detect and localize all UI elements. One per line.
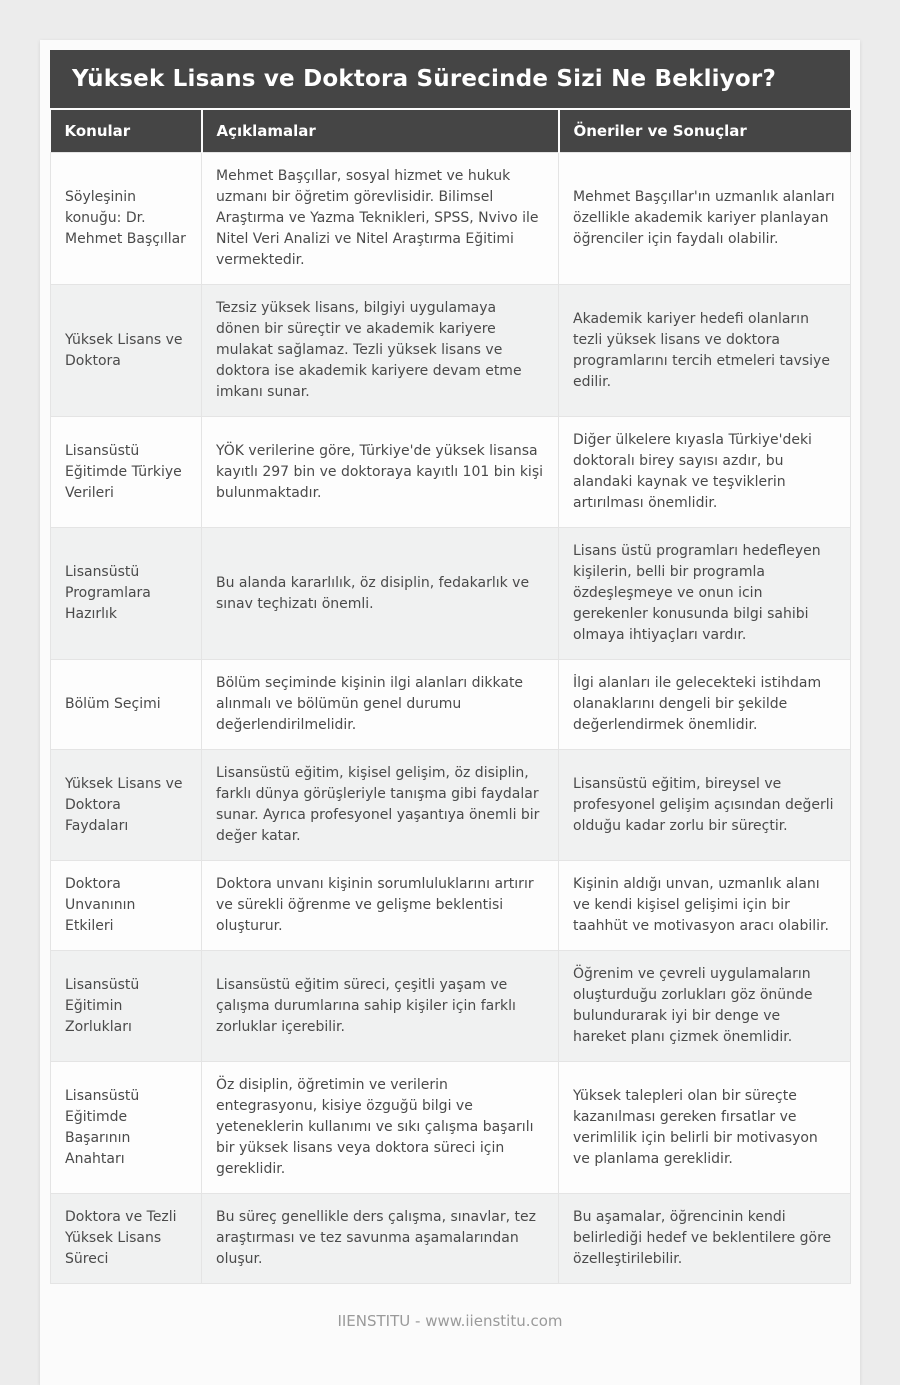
- description-cell: Öz disiplin, öğretimin ve verilerin entegrasyonu, kisiye özguğü bilgi ve yeteneklerin kullanımı ve sıkı çalışma başarılı bir yüksek lisans veya doktora süreci için gereklidir.: [202, 1062, 559, 1194]
- description-cell: Lisansüstü eğitim, kişisel gelişim, öz disiplin, farklı dünya görüşleriyle tanışma gibi faydalar sunar. Ayrıca profesyonel yaşantıya önemli bir değer katar.: [202, 750, 559, 861]
- column-header-topics: Konular: [51, 110, 202, 153]
- table-body: [51, 153, 851, 1284]
- suggestion-cell: İlgi alanları ile gelecekteki istihdam olanaklarını dengeli bir şekilde değerlendirmek önemlidir.: [559, 660, 851, 750]
- table-header-row: [51, 110, 851, 153]
- table-row: [51, 528, 851, 660]
- info-table: [50, 110, 851, 1284]
- description-cell: YÖK verilerine göre, Türkiye'de yüksek lisansa kayıtlı 297 bin ve doktoraya kayıtlı 101 bin kişi bulunmaktadır.: [202, 417, 559, 528]
- description-cell: Mehmet Başçıllar, sosyal hizmet ve hukuk uzmanı bir öğretim görevlisidir. Bilimsel Araştırma ve Yazma Teknikleri, SPSS, Nvivo ile Nitel Veri Analizi ve Nitel Araştırma Eğitimi vermektedir.: [202, 153, 559, 285]
- suggestion-cell: Diğer ülkelere kıyasla Türkiye'deki doktoralı birey sayısı azdır, bu alandaki kaynak ve teşviklerin artırılması önemlidir.: [559, 417, 851, 528]
- table-row: [51, 861, 851, 951]
- suggestion-cell: Bu aşamalar, öğrencinin kendi belirlediği hedef ve beklentilere göre özelleştirilebilir.: [559, 1194, 851, 1284]
- suggestion-cell: Lisansüstü eğitim, bireysel ve profesyonel gelişim açısından değerli olduğu kadar zorlu bir süreçtir.: [559, 750, 851, 861]
- topic-cell: Lisansüstü Programlara Hazırlık: [51, 528, 202, 660]
- suggestion-cell: Yüksek talepleri olan bir süreçte kazanılması gereken fırsatlar ve verimlilik için belirli bir motivasyon ve planlama gereklidir.: [559, 1062, 851, 1194]
- suggestion-cell: Kişinin aldığı unvan, uzmanlık alanı ve kendi kişisel gelişimi için bir taahhüt ve motivasyon aracı olabilir.: [559, 861, 851, 951]
- description-cell: Bu süreç genellikle ders çalışma, sınavlar, tez araştırması ve tez savunma aşamalarından oluşur.: [202, 1194, 559, 1284]
- column-header-suggestions: Öneriler ve Sonuçlar: [559, 110, 851, 153]
- table-row: [51, 660, 851, 750]
- table-row: [51, 153, 851, 285]
- topic-cell: Lisansüstü Eğitimde Türkiye Verileri: [51, 417, 202, 528]
- footer-credit: IIENSTITU - www.iienstitu.com: [337, 1312, 563, 1330]
- suggestion-cell: Öğrenim ve çevreli uygulamaların oluşturduğu zorlukları göz önünde bulundurarak iyi bir denge ve hareket planı çizmek önemlidir.: [559, 951, 851, 1062]
- topic-cell: Lisansüstü Eğitimde Başarının Anahtarı: [51, 1062, 202, 1194]
- column-header-descriptions: Açıklamalar: [202, 110, 559, 153]
- topic-cell: Lisansüstü Eğitimin Zorlukları: [51, 951, 202, 1062]
- table-row: [51, 1062, 851, 1194]
- description-cell: Lisansüstü eğitim süreci, çeşitli yaşam ve çalışma durumlarına sahip kişiler için farklı zorluklar içerebilir.: [202, 951, 559, 1062]
- description-cell: Bu alanda kararlılık, öz disiplin, fedakarlık ve sınav teçhizatı önemli.: [202, 528, 559, 660]
- description-cell: Tezsiz yüksek lisans, bilgiyi uygulamaya dönen bir süreçtir ve akademik kariyere mulakat sağlamaz. Tezli yüksek lisans ve doktora ise akademik kariyere devam etme imkanı sunar.: [202, 285, 559, 417]
- page-title: Yüksek Lisans ve Doktora Sürecinde Sizi Ne Bekliyor?: [50, 50, 850, 108]
- suggestion-cell: Akademik kariyer hedefi olanların tezli yüksek lisans ve doktora programlarını tercih etmeleri tavsiye edilir.: [559, 285, 851, 417]
- topic-cell: Bölüm Seçimi: [51, 660, 202, 750]
- table-row: [51, 285, 851, 417]
- table-row: [51, 951, 851, 1062]
- suggestion-cell: Lisans üstü programları hedefleyen kişilerin, belli bir programla özdeşleşmeye ve onun icin gerekenler konusunda bilgi sahibi olmaya ihtiyaçları vardır.: [559, 528, 851, 660]
- description-cell: Doktora unvanı kişinin sorumluluklarını artırır ve sürekli öğrenme ve gelişme beklentisi oluşturur.: [202, 861, 559, 951]
- topic-cell: Yüksek Lisans ve Doktora: [51, 285, 202, 417]
- table-row: [51, 1194, 851, 1284]
- table-row: [51, 750, 851, 861]
- table-row: [51, 417, 851, 528]
- content-card: [40, 40, 860, 1385]
- topic-cell: Söyleşinin konuğu: Dr. Mehmet Başçıllar: [51, 153, 202, 285]
- description-cell: Bölüm seçiminde kişinin ilgi alanları dikkate alınmalı ve bölümün genel durumu değerlendirilmelidir.: [202, 660, 559, 750]
- suggestion-cell: Mehmet Başçıllar'ın uzmanlık alanları özellikle akademik kariyer planlayan öğrenciler için faydalı olabilir.: [559, 153, 851, 285]
- topic-cell: Doktora ve Tezli Yüksek Lisans Süreci: [51, 1194, 202, 1284]
- topic-cell: Doktora Unvanının Etkileri: [51, 861, 202, 951]
- topic-cell: Yüksek Lisans ve Doktora Faydaları: [51, 750, 202, 861]
